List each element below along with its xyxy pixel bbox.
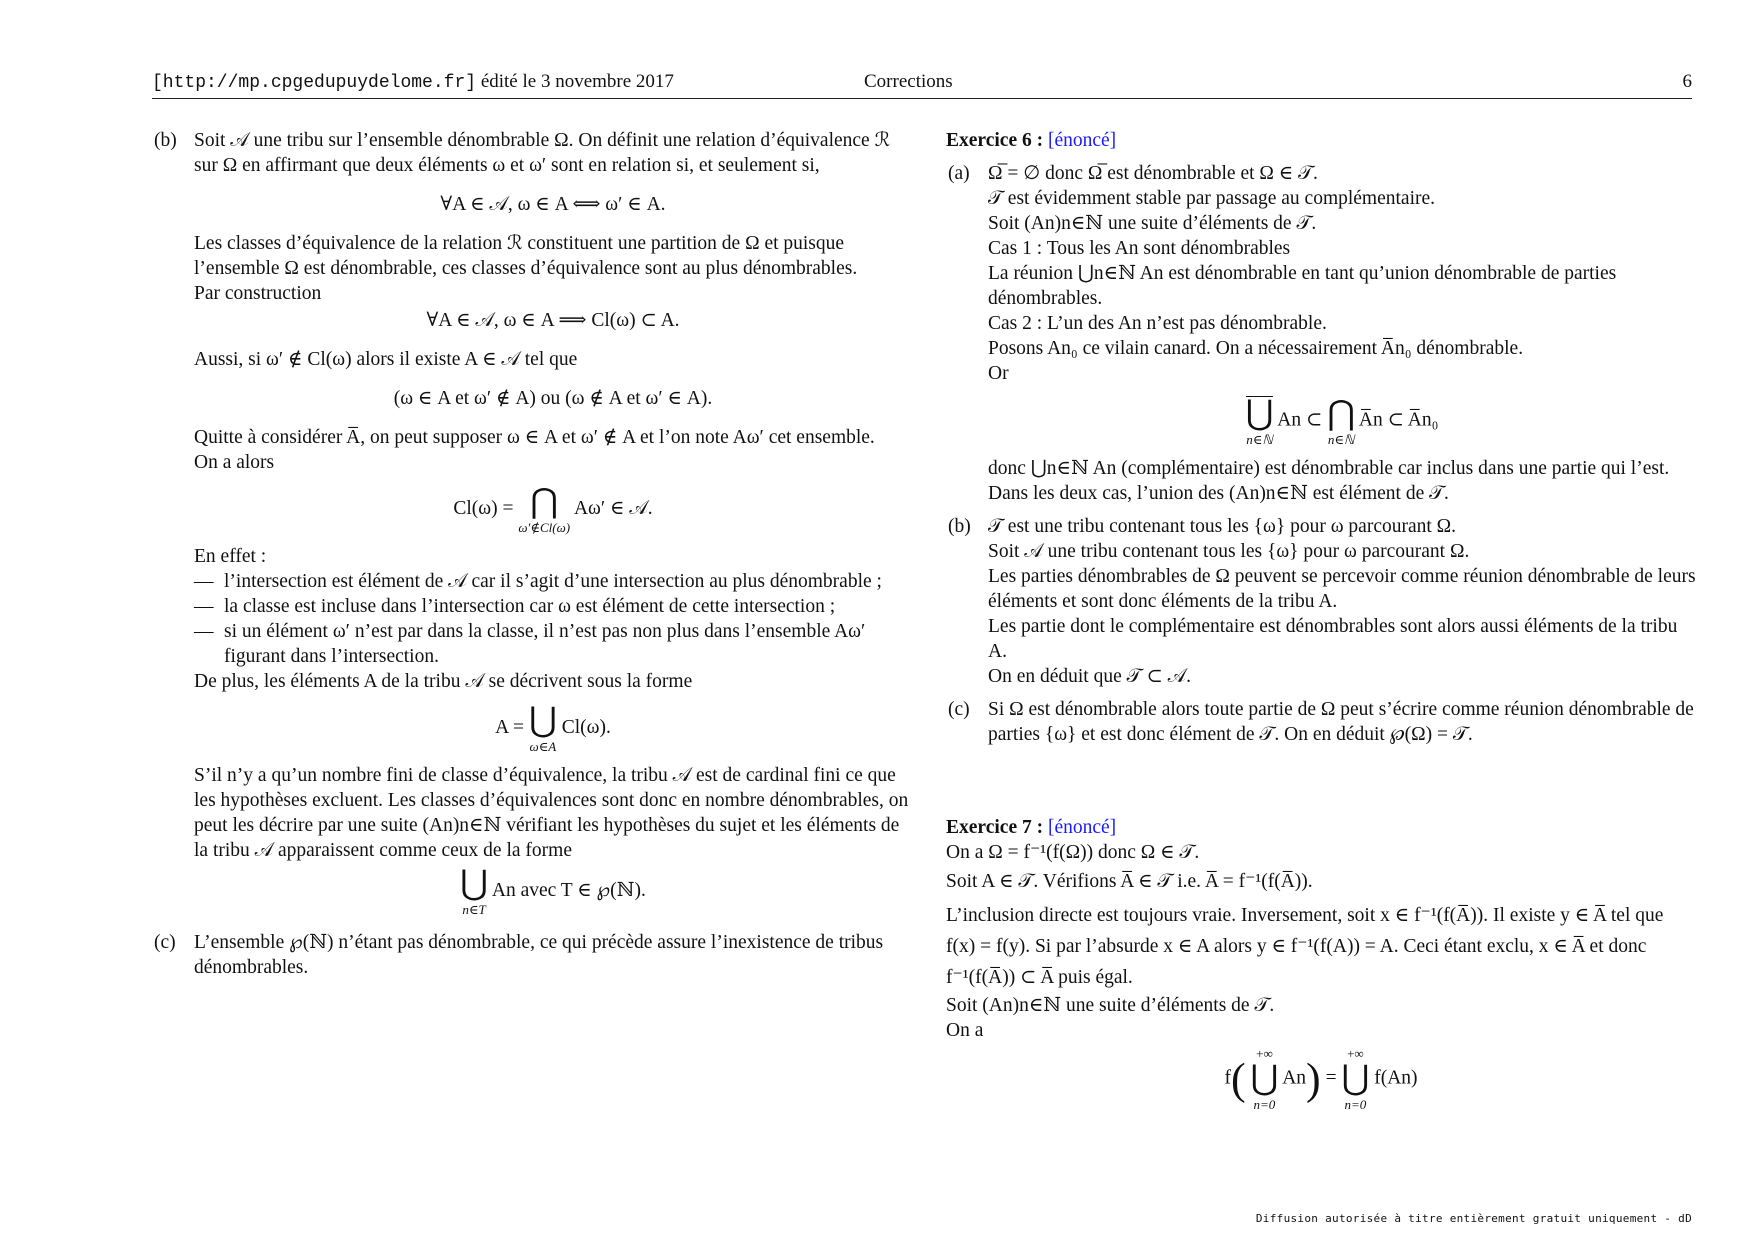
right-column [946,128,1696,1125]
ex6-eq-mid: An ⊂ [1277,409,1323,431]
ex7-line: On a Ω = f⁻¹(f(Ω)) donc Ω ∈ 𝒯. [946,842,1200,863]
ex7-eq-eq: = [1325,1067,1337,1089]
bullet-item: — la classe est incluse dans l’intersection car ω est élément de cette intersection ; [194,594,912,619]
item-b-label: (b) [154,130,177,151]
ex6-a-line: Cas 2 : L’un des An n’est pas dénombrable. [988,313,1327,334]
ex6-item-c [946,697,1696,747]
ex6-equation [988,396,1696,446]
union-operator [529,704,557,753]
ex6-a-line: Posons An₀ ce vilain canard. On a nécessairement A̅n₀ dénombrable. [988,338,1524,359]
ex7-equation [946,1047,1696,1111]
ex6-a-line: 𝒯 est évidemment stable par passage au complémentaire. [988,188,1436,209]
eq4-op: ⋂ [530,483,559,520]
ex6-a-line: Soit (An)n∈ℕ une suite d’éléments de 𝒯. [988,213,1317,234]
exercise-6-heading [946,128,1696,153]
ex6-b-line: Les partie dont le complémentaire est dénombrables sont alors aussi éléments de la tribu A. [988,616,1678,662]
equation-6 [194,867,912,916]
par-construction: Par construction [194,283,322,304]
page-footer: Diffusion autorisée à titre entièrement gratuit uniquement - dD [1255,1212,1692,1225]
ex6-eq-union: ⋃ [1245,395,1274,432]
eq6-sub: n∈T [462,902,486,917]
eq5-right: Cl(ω). [561,716,611,738]
header-left [152,71,674,93]
sil-text: S’il n’y a qu’un nombre fini de classe d’équivalence, la tribu 𝒜 est de cardinal fini ce que les hypothèses excluent. Les classes d’équivalences sont donc en nombre dénombrables, on peut les décrire par une suite (An)n∈ℕ vérifiant les hypothèses du sujet et les éléments de la tribu 𝒜 apparaissent comme ceux de la forme [194,765,909,861]
exercise-6-title: Exercice 6 : [946,130,1044,151]
ex7-line: Soit (An)n∈ℕ une suite d’éléments de 𝒯. [946,995,1275,1016]
equation-3: (ω ∈ A et ω′ ∉ A) ou (ω ∉ A et ω′ ∈ A). [393,388,713,409]
eq6-op: ⋃ [460,865,489,902]
item-b [152,128,912,916]
ex6-b-line: Les parties dénombrables de Ω peuvent se percevoir comme réunion dénombrable de leurs éléments et sont donc éléments de la tribu A. [988,566,1696,612]
item-c-label: (c) [154,932,176,953]
ex7-eq-sub: n=0 [1253,1097,1276,1112]
on-a-alors: On a alors [194,452,275,473]
ex7-eq-right: f(An) [1374,1067,1418,1089]
bullet-item: — si un élément ω′ n’est par dans la classe, il n’est pas non plus dans l’ensemble Aω′ figurant dans l’intersection. [194,619,912,669]
en-effet: En effet : [194,546,267,567]
de-plus: De plus, les éléments A de la tribu 𝒜 se décrivent sous la forme [194,671,693,692]
union-operator [460,867,488,916]
left-paren: ( [1230,1054,1246,1104]
right-paren: ) [1306,1054,1321,1104]
ex7-eq-f: f [1224,1067,1231,1089]
ex6-eq-inter-sub: n∈ℕ [1327,431,1355,447]
ex6-c-text: Si Ω est dénombrable alors toute partie de Ω peut s’écrire comme réunion dénombrable de parties {ω} et est donc élément de 𝒯. On en déduit ℘(Ω) = 𝒯. [988,699,1694,745]
ex7-eq-inner: An [1282,1067,1307,1089]
eq4-left: Cl(ω) = [453,497,514,519]
aussi-text: Aussi, si ω′ ∉ Cl(ω) alors il existe A ∈ 𝒜 tel que [194,349,578,370]
exercise-7-title: Exercice 7 : [946,817,1044,838]
ex6-item-a [946,161,1696,506]
page-header [152,68,1692,99]
ex6-eq-right: A̅n ⊂ A̅n₀ [1358,409,1439,431]
union-operator [1246,396,1274,446]
c-text: L’ensemble ℘(ℕ) n’étant pas dénombrable, ce qui précède assure l’inexistence de tribus dénombrables. [194,932,884,978]
left-column [152,128,912,980]
ex6-a-line: Ω̅ = ∅ donc Ω̅ est dénombrable et Ω ∈ 𝒯. [988,163,1318,184]
exercise-7-heading [946,815,1696,840]
ex7-eq-op: ⋃ [1250,1060,1279,1097]
exercise-7-link[interactable]: [énoncé] [1047,817,1117,838]
header-url[interactable]: [http://mp.cpgedupuydelome.fr] [152,73,477,93]
union-operator [1250,1047,1278,1111]
intersection-operator [1327,394,1356,447]
equation-2: ∀A ∈ 𝒜, ω ∈ A ⟹ Cl(ω) ⊂ A. [426,310,680,331]
ex6-a-after: donc ⋃n∈ℕ An (complémentaire) est dénombrable car inclus dans une partie qui l’est. [988,458,1670,479]
classes-text: Les classes d’équivalence de la relation ℛ constituent une partition de Ω et puisque l’ensemble Ω est dénombrable, ces classes d’équivalence sont au plus dénombrables. [194,233,858,279]
eq5-sub: ω∈A [529,739,557,754]
ex6-item-b [946,514,1696,689]
ex7-line: Soit A ∈ 𝒯. Vérifions A̅ ∈ 𝒯 i.e. A̅ = f⁻¹(f(A̅)). [946,871,1313,892]
ex7-line: L’inclusion directe est toujours vraie. Inversement, soit x ∈ f⁻¹(f(A̅)). Il existe y ∈ A̅ tel que f(x) = f(y). Si par l’absurde x ∈ A alors y ∈ f⁻¹(f(A)) = A. Ceci étant exclu, x ∈ A̅ et donc f⁻¹(f(A̅)) ⊂ A̅ puis égal. [946,905,1664,988]
header-edited: édité le 3 novembre 2017 [480,71,674,92]
quitte-text: Quitte à considérer A̅, on peut supposer ω ∈ A et ω′ ∉ A et l’on note Aω′ cet ensemble. [194,427,875,448]
equation-5 [194,704,912,753]
ex7-eq-sup2: +∞ [1347,1046,1364,1061]
ex7-eq-sup: +∞ [1256,1046,1273,1061]
ex6-a-label: (a) [948,163,970,184]
ex6-a-line: Or [988,363,1009,384]
spacer [946,747,1696,815]
page-number: 6 [1682,71,1692,92]
ex6-eq-union-sub: n∈ℕ [1246,432,1273,447]
ex7-eq-sub2: n=0 [1344,1097,1367,1112]
eq6-right: An avec T ∈ ℘(ℕ). [491,879,646,901]
exercise-6-link[interactable]: [énoncé] [1047,130,1117,151]
eq4-sub: ω′∉Cl(ω) [518,520,571,535]
eq4-right: Aω′ ∈ 𝒜. [573,497,653,519]
item-c [152,930,912,980]
eq5-left: A = [495,716,525,738]
b-intro: Soit 𝒜 une tribu sur l’ensemble dénombrable Ω. On définit une relation d’équivalence ℛ sur Ω en affirmant que deux éléments ω et ω′ sont en relation si, et seulement si, [194,130,891,176]
ex7-line: On a [946,1020,984,1041]
bullet-item: — l’intersection est élément de 𝒜 car il s’agit d’une intersection au plus dénombrable ; [194,569,912,594]
ex6-b-label: (b) [948,516,971,537]
ex6-c-label: (c) [948,699,970,720]
equation-1: ∀A ∈ 𝒜, ω ∈ A ⟺ ω′ ∈ A. [440,194,666,215]
ex6-b-line: 𝒯 est une tribu contenant tous les {ω} pour ω parcourant Ω. [988,516,1457,537]
ex7-eq-op2: ⋃ [1341,1060,1370,1097]
intersection-operator [518,485,570,534]
union-operator [1341,1047,1369,1111]
ex6-a-line: Cas 1 : Tous les An sont dénombrables [988,238,1291,259]
eq5-op: ⋃ [528,702,557,739]
equation-4 [194,485,912,534]
ex6-eq-inter: ⋂ [1327,394,1356,432]
ex6-b-line: On en déduit que 𝒯 ⊂ 𝒜. [988,666,1191,687]
ex6-a-after: Dans les deux cas, l’union des (An)n∈ℕ est élément de 𝒯. [988,483,1449,504]
ex6-a-line: La réunion ⋃n∈ℕ An est dénombrable en tant qu’union dénombrable de parties dénombrables. [988,263,1617,309]
header-title: Corrections [864,71,953,92]
ex6-b-line: Soit 𝒜 une tribu contenant tous les {ω} pour ω parcourant Ω. [988,541,1470,562]
